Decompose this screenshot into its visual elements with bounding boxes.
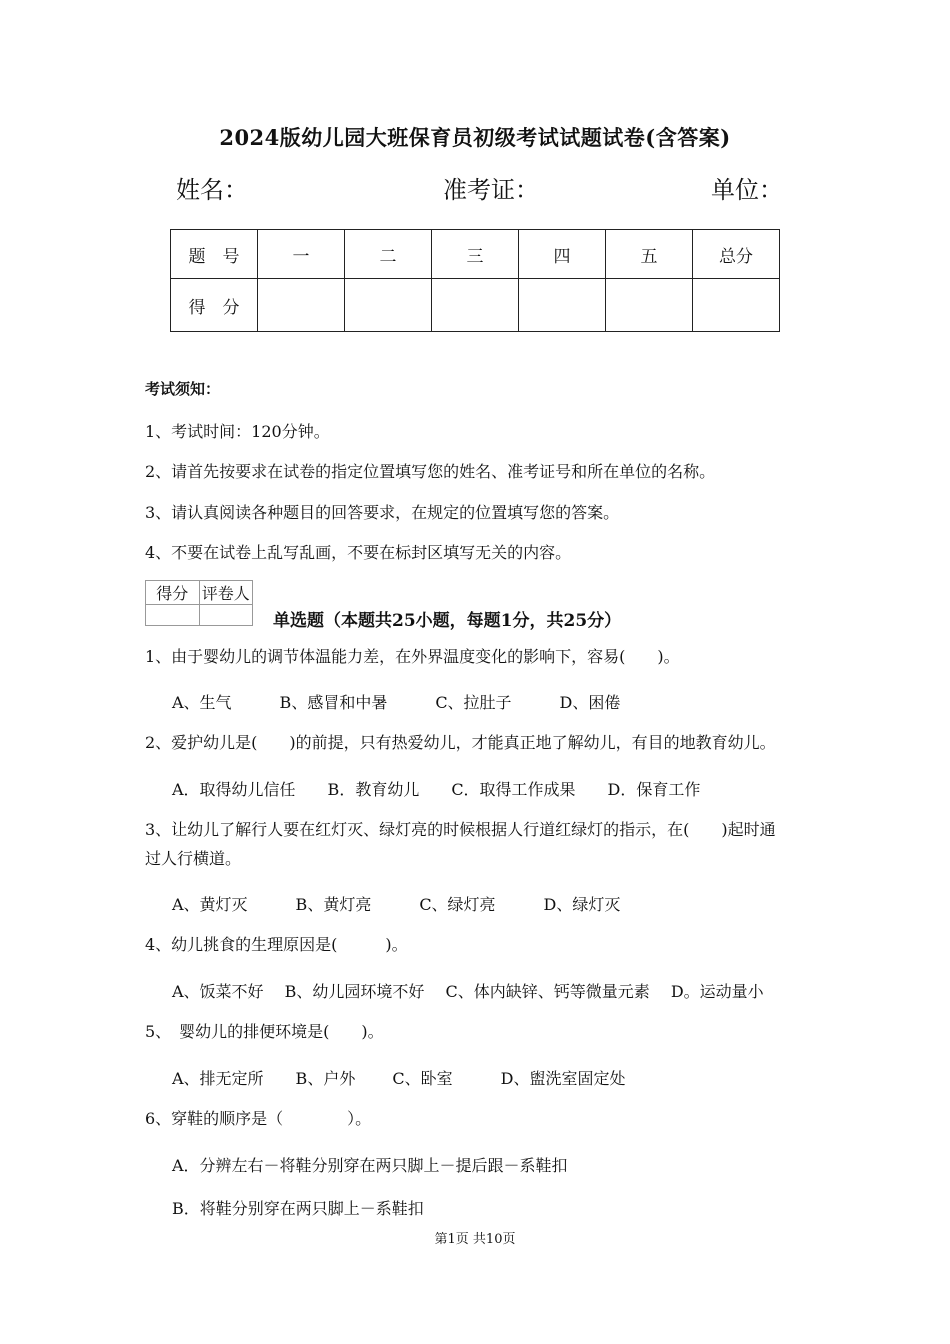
- page-title: 2024版幼儿园大班保育员初级考试试题试卷(含答案): [219, 125, 731, 150]
- score-cell: [519, 279, 606, 332]
- section-title: 单选题（本题共25小题，每题1分，共25分）: [273, 611, 622, 631]
- score-row-label: 得 分: [171, 279, 258, 332]
- question-options: A、饭菜不好 B、幼儿园环境不好 C、体内缺锌、钙等微量元素 D。运动量小: [172, 982, 764, 1001]
- grader-name-cell: [199, 605, 253, 626]
- notice-item: 3、请认真阅读各种题目的回答要求，在规定的位置填写您的答案。: [145, 503, 620, 522]
- page-footer: 第1页 共10页: [434, 1232, 516, 1247]
- score-table: [170, 229, 780, 332]
- notice-heading: 考试须知：: [145, 380, 221, 398]
- question-options: A．分辨左右－将鞋分别穿在两只脚上－提后跟－系鞋扣: [172, 1156, 568, 1175]
- grader-name-label: 评卷人: [199, 581, 253, 605]
- score-table-col-3: 三: [432, 230, 519, 279]
- score-table-col-4: 四: [519, 230, 606, 279]
- question-text: 2、爱护幼儿是( )的前提，只有热爱幼儿，才能真正地了解幼儿，有目的地教育幼儿。: [145, 733, 776, 752]
- question-text: 5、 婴幼儿的排便环境是( )。: [145, 1022, 384, 1041]
- question-options: B．将鞋分别穿在两只脚上－系鞋扣: [172, 1199, 424, 1218]
- score-cell: [606, 279, 693, 332]
- grader-score-cell: [146, 605, 200, 626]
- name-field-label: 姓名：: [176, 176, 248, 204]
- grader-box: [145, 580, 253, 626]
- question-options: A．取得幼儿信任 B．教育幼儿 C．取得工作成果 D．保育工作: [172, 780, 701, 799]
- notice-item: 1、考试时间：120分钟。: [145, 422, 330, 441]
- question-options: A、排无定所 B、户外 C、卧室 D、盥洗室固定处: [172, 1069, 626, 1088]
- question-text: 3、让幼儿了解行人要在红灯灭、绿灯亮的时候根据人行道红绿灯的指示，在( )起时通: [145, 820, 776, 839]
- question-options: A、黄灯灭 B、黄灯亮 C、绿灯亮 D、绿灯灭: [172, 895, 621, 914]
- question-text: 1、由于婴幼儿的调节体温能力差，在外界温度变化的影响下，容易( )。: [145, 647, 680, 666]
- score-table-col-1: 一: [258, 230, 345, 279]
- question-text-continued: 过人行横道。: [145, 849, 242, 868]
- score-table-col-2: 二: [345, 230, 432, 279]
- question-options: A、生气 B、感冒和中暑 C、拉肚子 D、困倦: [172, 693, 621, 712]
- exam-id-field-label: 准考证：: [443, 176, 539, 204]
- notice-item: 2、请首先按要求在试卷的指定位置填写您的姓名、准考证号和所在单位的名称。: [145, 462, 716, 481]
- grader-score-label: 得分: [146, 581, 200, 605]
- score-cell: [693, 279, 780, 332]
- unit-field-label: 单位：: [711, 176, 783, 204]
- score-cell: [258, 279, 345, 332]
- question-text: 6、穿鞋的顺序是（ ）。: [145, 1109, 372, 1128]
- score-table-col-total: 总分: [693, 230, 780, 279]
- score-table-col-5: 五: [606, 230, 693, 279]
- notice-item: 4、不要在试卷上乱写乱画，不要在标封区填写无关的内容。: [145, 543, 572, 562]
- question-text: 4、幼儿挑食的生理原因是( )。: [145, 935, 408, 954]
- score-cell: [432, 279, 519, 332]
- score-cell: [345, 279, 432, 332]
- score-table-header-label: 题 号: [171, 230, 258, 279]
